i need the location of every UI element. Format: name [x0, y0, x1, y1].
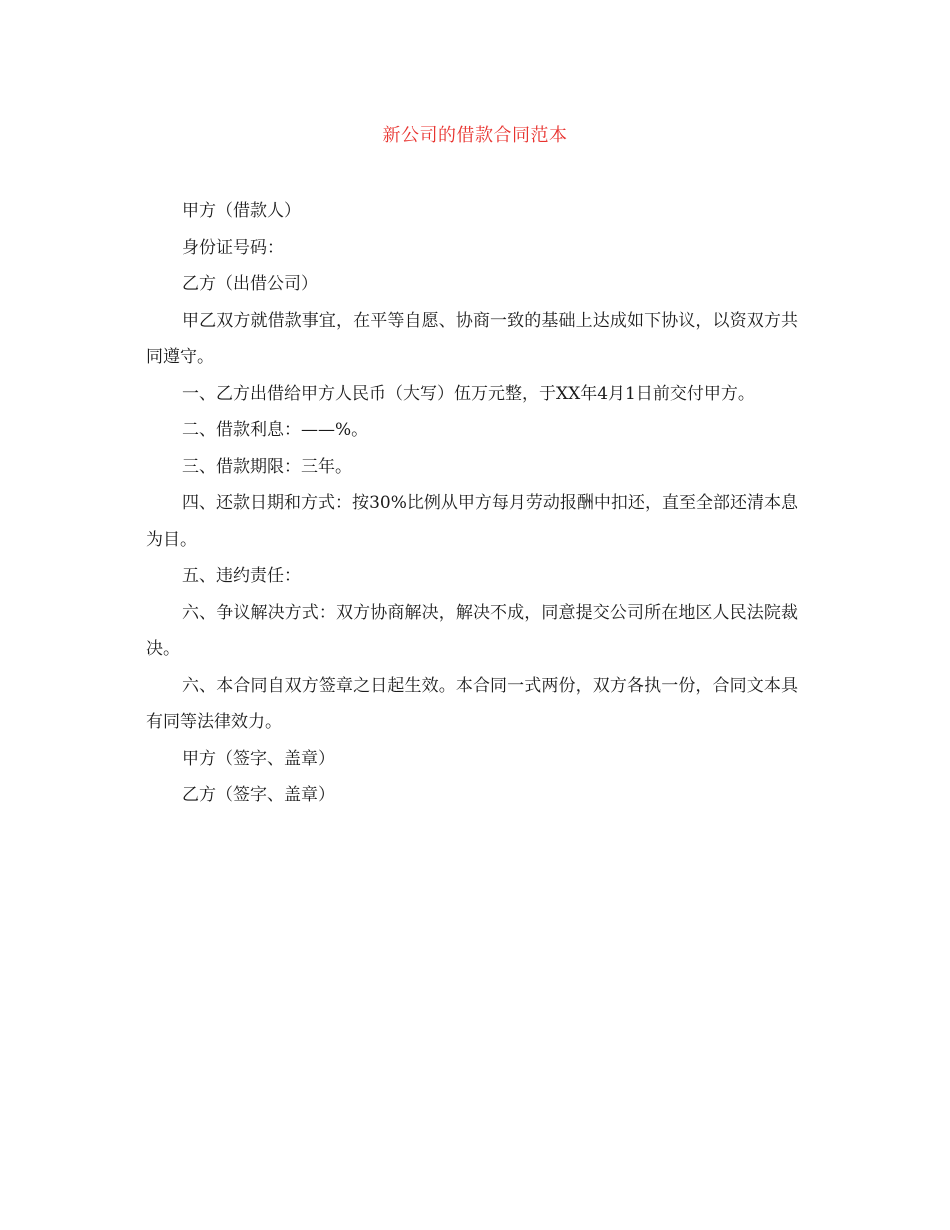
document-title: 新公司的借款合同范本	[382, 125, 568, 146]
party-a-label: 甲方（借款人）	[182, 201, 301, 221]
id-number-label: 身份证号码：	[182, 237, 284, 258]
clause-effectiveness: 六、本合同自双方签章之日起生效。本合同一式两份，双方各执一份，合同文本具有同等法律效力。	[146, 675, 798, 732]
clause-interest: 二、借款利息：——%。	[182, 420, 369, 440]
signature-party-a: 甲方（签字、盖章）	[182, 748, 335, 769]
document-body	[146, 193, 798, 814]
clause-liability: 五、违约责任：	[182, 566, 301, 586]
signature-party-b: 乙方（签字、盖章）	[182, 785, 335, 805]
party-b-label: 乙方（出借公司）	[182, 274, 318, 294]
clause-dispute: 六、争议解决方式：双方协商解决，解决不成，同意提交公司所在地区人民法院裁决。	[146, 602, 798, 659]
clause-repayment: 四、还款日期和方式：按30%比例从甲方每月劳动报酬中扣还，直至全部还清本息为目。	[146, 493, 798, 550]
clause-term: 三、借款期限：三年。	[182, 456, 352, 477]
clause-loan-amount: 一、乙方出借给甲方人民币（大写）伍万元整，于XX年4月1日前交付甲方。	[182, 383, 755, 404]
preamble-paragraph: 甲乙双方就借款事宜，在平等自愿、协商一致的基础上达成如下协议，以资双方共同遵守。	[146, 310, 798, 367]
